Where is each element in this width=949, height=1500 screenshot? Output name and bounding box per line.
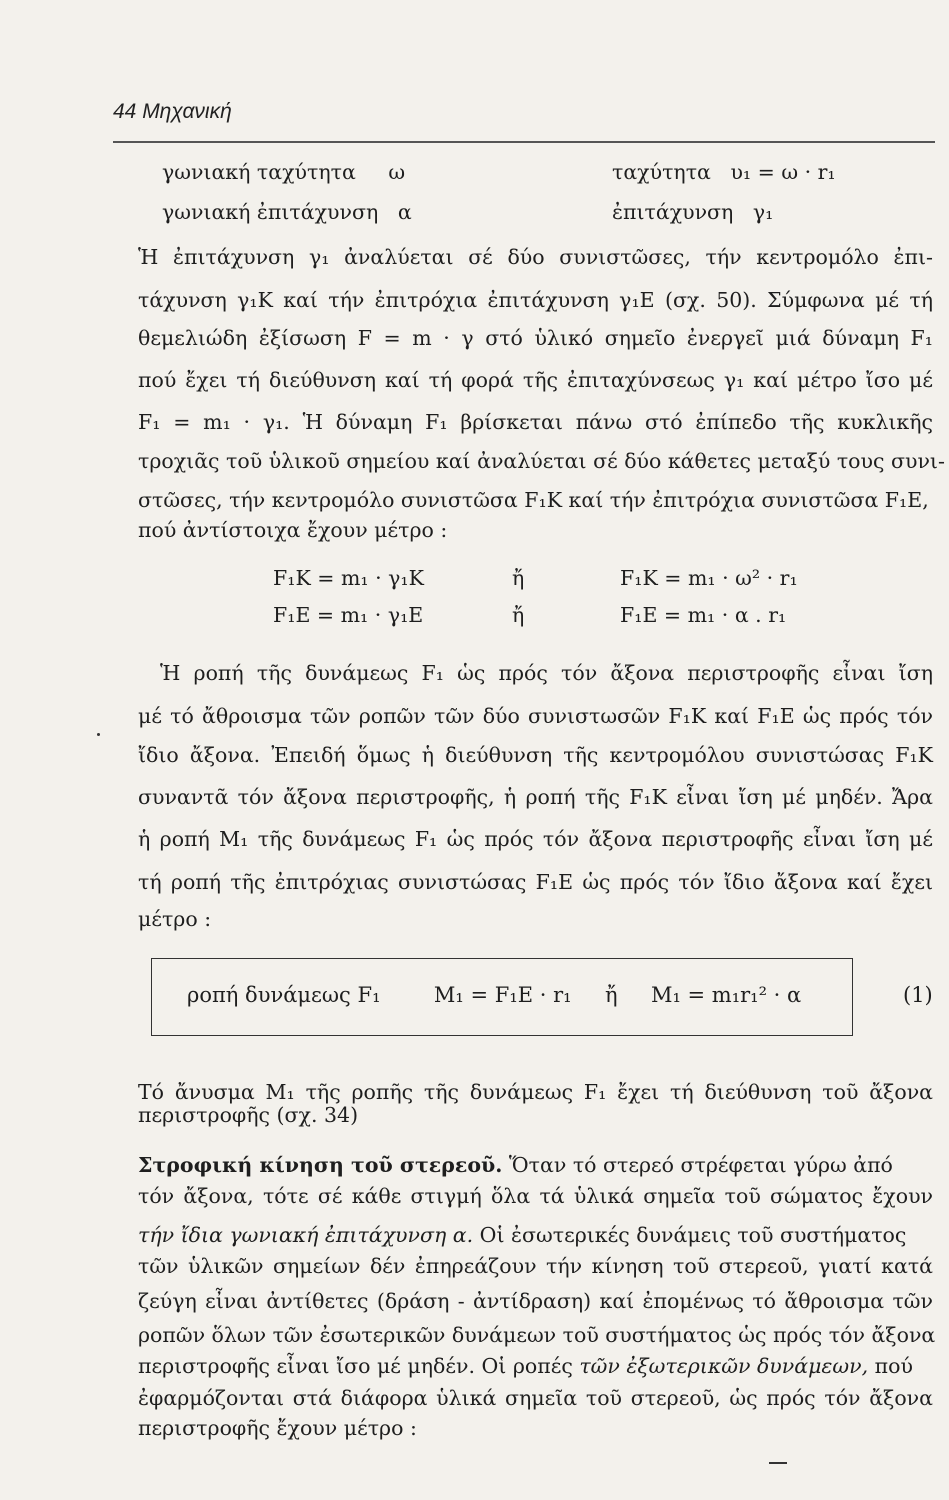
boxed-equation	[151, 958, 853, 1036]
def-angular-velocity: γωνιακή ταχύτητα ω	[162, 160, 406, 184]
para1-line7: στῶσες, τήν κεντρομόλο συνιστῶσα F₁Κ καί τήν ἐπιτρόχια συνιστῶσα F₁Ε,	[138, 488, 929, 512]
header-rule	[113, 141, 935, 143]
para4-line4: τῶν ὑλικῶν σημείων δέν ἐπηρεάζουν τήν κίνηση τοῦ στερεοῦ, γιατί κατά	[138, 1254, 933, 1278]
para2-line4: συναντᾶ τόν ἄξονα περιστροφῆς, ἡ ροπή τῆς F₁Κ εἶναι ἴση μέ μηδέν. Ἄρα	[138, 785, 933, 809]
eq1-or: ἤ	[512, 566, 525, 590]
boxed-or: ἤ	[604, 983, 618, 1007]
para3-line2: περιστροφῆς (σχ. 34)	[138, 1103, 359, 1127]
para1-line3: θεμελιώδη ἐξίσωση F = m · γ στό ὑλικό σημεῖο ἐνεργεῖ μιά δύναμη F₁	[138, 326, 933, 350]
equation-number: (1)	[903, 983, 933, 1007]
boxed-eq2: M₁ = m₁r₁² · α	[650, 983, 802, 1007]
para1-line1: Ἡ ἐπιτάχυνση γ₁ ἀναλύεται σέ δύο συνιστῶσες, τήν κεντρομόλο ἐπι-	[138, 245, 933, 269]
para1-line4: πού ἔχει τή διεύθυνση καί τή φορά τῆς ἐπιταχύνσεως γ₁ καί μέτρο ἴσο μέ	[138, 368, 933, 392]
para2-line1: Ἡ ροπή τῆς δυνάμεως F₁ ὡς πρός τόν ἄξονα περιστροφῆς εἶναι ἴση	[160, 661, 933, 685]
para2-line3: ἴδιο ἄξονα. Ἐπειδή ὅμως ἡ διεύθυνση τῆς κεντρομόλου συνιστώσας F₁Κ	[138, 743, 933, 767]
eq1-right: F₁Κ = m₁ · ω² · r₁	[620, 566, 798, 590]
para2-line2: μέ τό ἄθροισμα τῶν ροπῶν τῶν δύο συνιστωσῶν F₁Κ καί F₁Ε ὡς πρός τόν	[138, 704, 933, 728]
boxed-label: ροπή δυνάμεως F₁	[187, 983, 381, 1007]
para2-line7: μέτρο :	[138, 907, 212, 931]
para1-line2: τάχυνση γ₁Κ καί τήν ἐπιτρόχια ἐπιτάχυνση γ₁Ε (σχ. 50). Σύμφωνα μέ τή	[138, 288, 933, 312]
eq2-left: F₁Ε = m₁ · γ₁Ε	[273, 603, 424, 627]
eq2-or: ἤ	[512, 603, 525, 627]
def-velocity: ταχύτητα υ₁ = ω · r₁	[612, 160, 836, 184]
para4-line9: περιστροφῆς ἔχουν μέτρο :	[138, 1416, 417, 1440]
section-heading: Στροφική κίνηση τοῦ στερεοῦ.	[138, 1153, 503, 1177]
def-angular-acceleration: γωνιακή ἐπιτάχυνση α	[162, 200, 412, 224]
para3-line1: Τό ἄνυσμα M₁ τῆς ροπῆς τῆς δυνάμεως F₁ ἔχει τή διεύθυνση τοῦ ἄξονα	[138, 1080, 933, 1104]
page-header: 44 Μηχανική	[113, 100, 232, 123]
para4-line7: περιστροφῆς εἶναι ἴσο μέ μηδέν. Οἱ ροπές τῶν ἐξωτερικῶν δυνάμεων, πού	[138, 1354, 913, 1378]
eq1-left: F₁Κ = m₁ · γ₁Κ	[273, 566, 424, 590]
ink-mark	[769, 1462, 787, 1464]
boxed-eq1: M₁ = F₁Ε · r₁	[433, 983, 572, 1007]
para2-line5: ἡ ροπή M₁ τῆς δυνάμεως F₁ ὡς πρός τόν ἄξονα περιστροφῆς εἶναι ἴση μέ	[138, 827, 933, 851]
para4-line8: ἐφαρμόζονται στά διάφορα ὑλικά σημεῖα τοῦ στερεοῦ, ὡς πρός τόν ἄξονα	[138, 1386, 933, 1410]
para1-line6: τροχιᾶς τοῦ ὑλικοῦ σημείου καί ἀναλύεται σέ δύο κάθετες μεταξύ τους συνι-	[138, 449, 945, 473]
para2-line6: τή ροπή τῆς ἐπιτρόχιας συνιστώσας F₁Ε ὡς πρός τόν ἴδιο ἄξονα καί ἔχει	[138, 870, 933, 894]
para1-line5: F₁ = m₁ · γ₁. Ἡ δύναμη F₁ βρίσκεται πάνω στό ἐπίπεδο τῆς κυκλικῆς	[138, 410, 933, 434]
para4-line6: ροπῶν ὅλων τῶν ἐσωτερικῶν δυνάμεων τοῦ συστήματος ὡς πρός τόν ἄξονα	[138, 1323, 936, 1347]
para4-line2: τόν ἄξονα, τότε σέ κάθε στιγμή ὅλα τά ὑλικά σημεῖα τοῦ σώματος ἔχουν	[138, 1184, 933, 1208]
para4-line1: Στροφική κίνηση τοῦ στερεοῦ. Ὅταν τό στερεό στρέφεται γύρω ἀπό	[138, 1153, 893, 1177]
para4-line3: τήν ἴδια γωνιακή ἐπιτάχυνση α. Οἱ ἐσωτερικές δυνάμεις τοῦ συστήματος	[138, 1223, 907, 1247]
def-acceleration: ἐπιτάχυνση γ₁	[612, 200, 774, 224]
eq2-right: F₁Ε = m₁ · α . r₁	[620, 603, 787, 627]
para4-line5: ζεύγη εἶναι ἀντίθετες (δράση - ἀντίδραση) καί ἐπομένως τό ἄθροισμα τῶν	[138, 1289, 933, 1313]
para1-line8: πού ἀντίστοιχα ἔχουν μέτρο :	[138, 518, 448, 542]
ink-speck	[97, 733, 100, 736]
